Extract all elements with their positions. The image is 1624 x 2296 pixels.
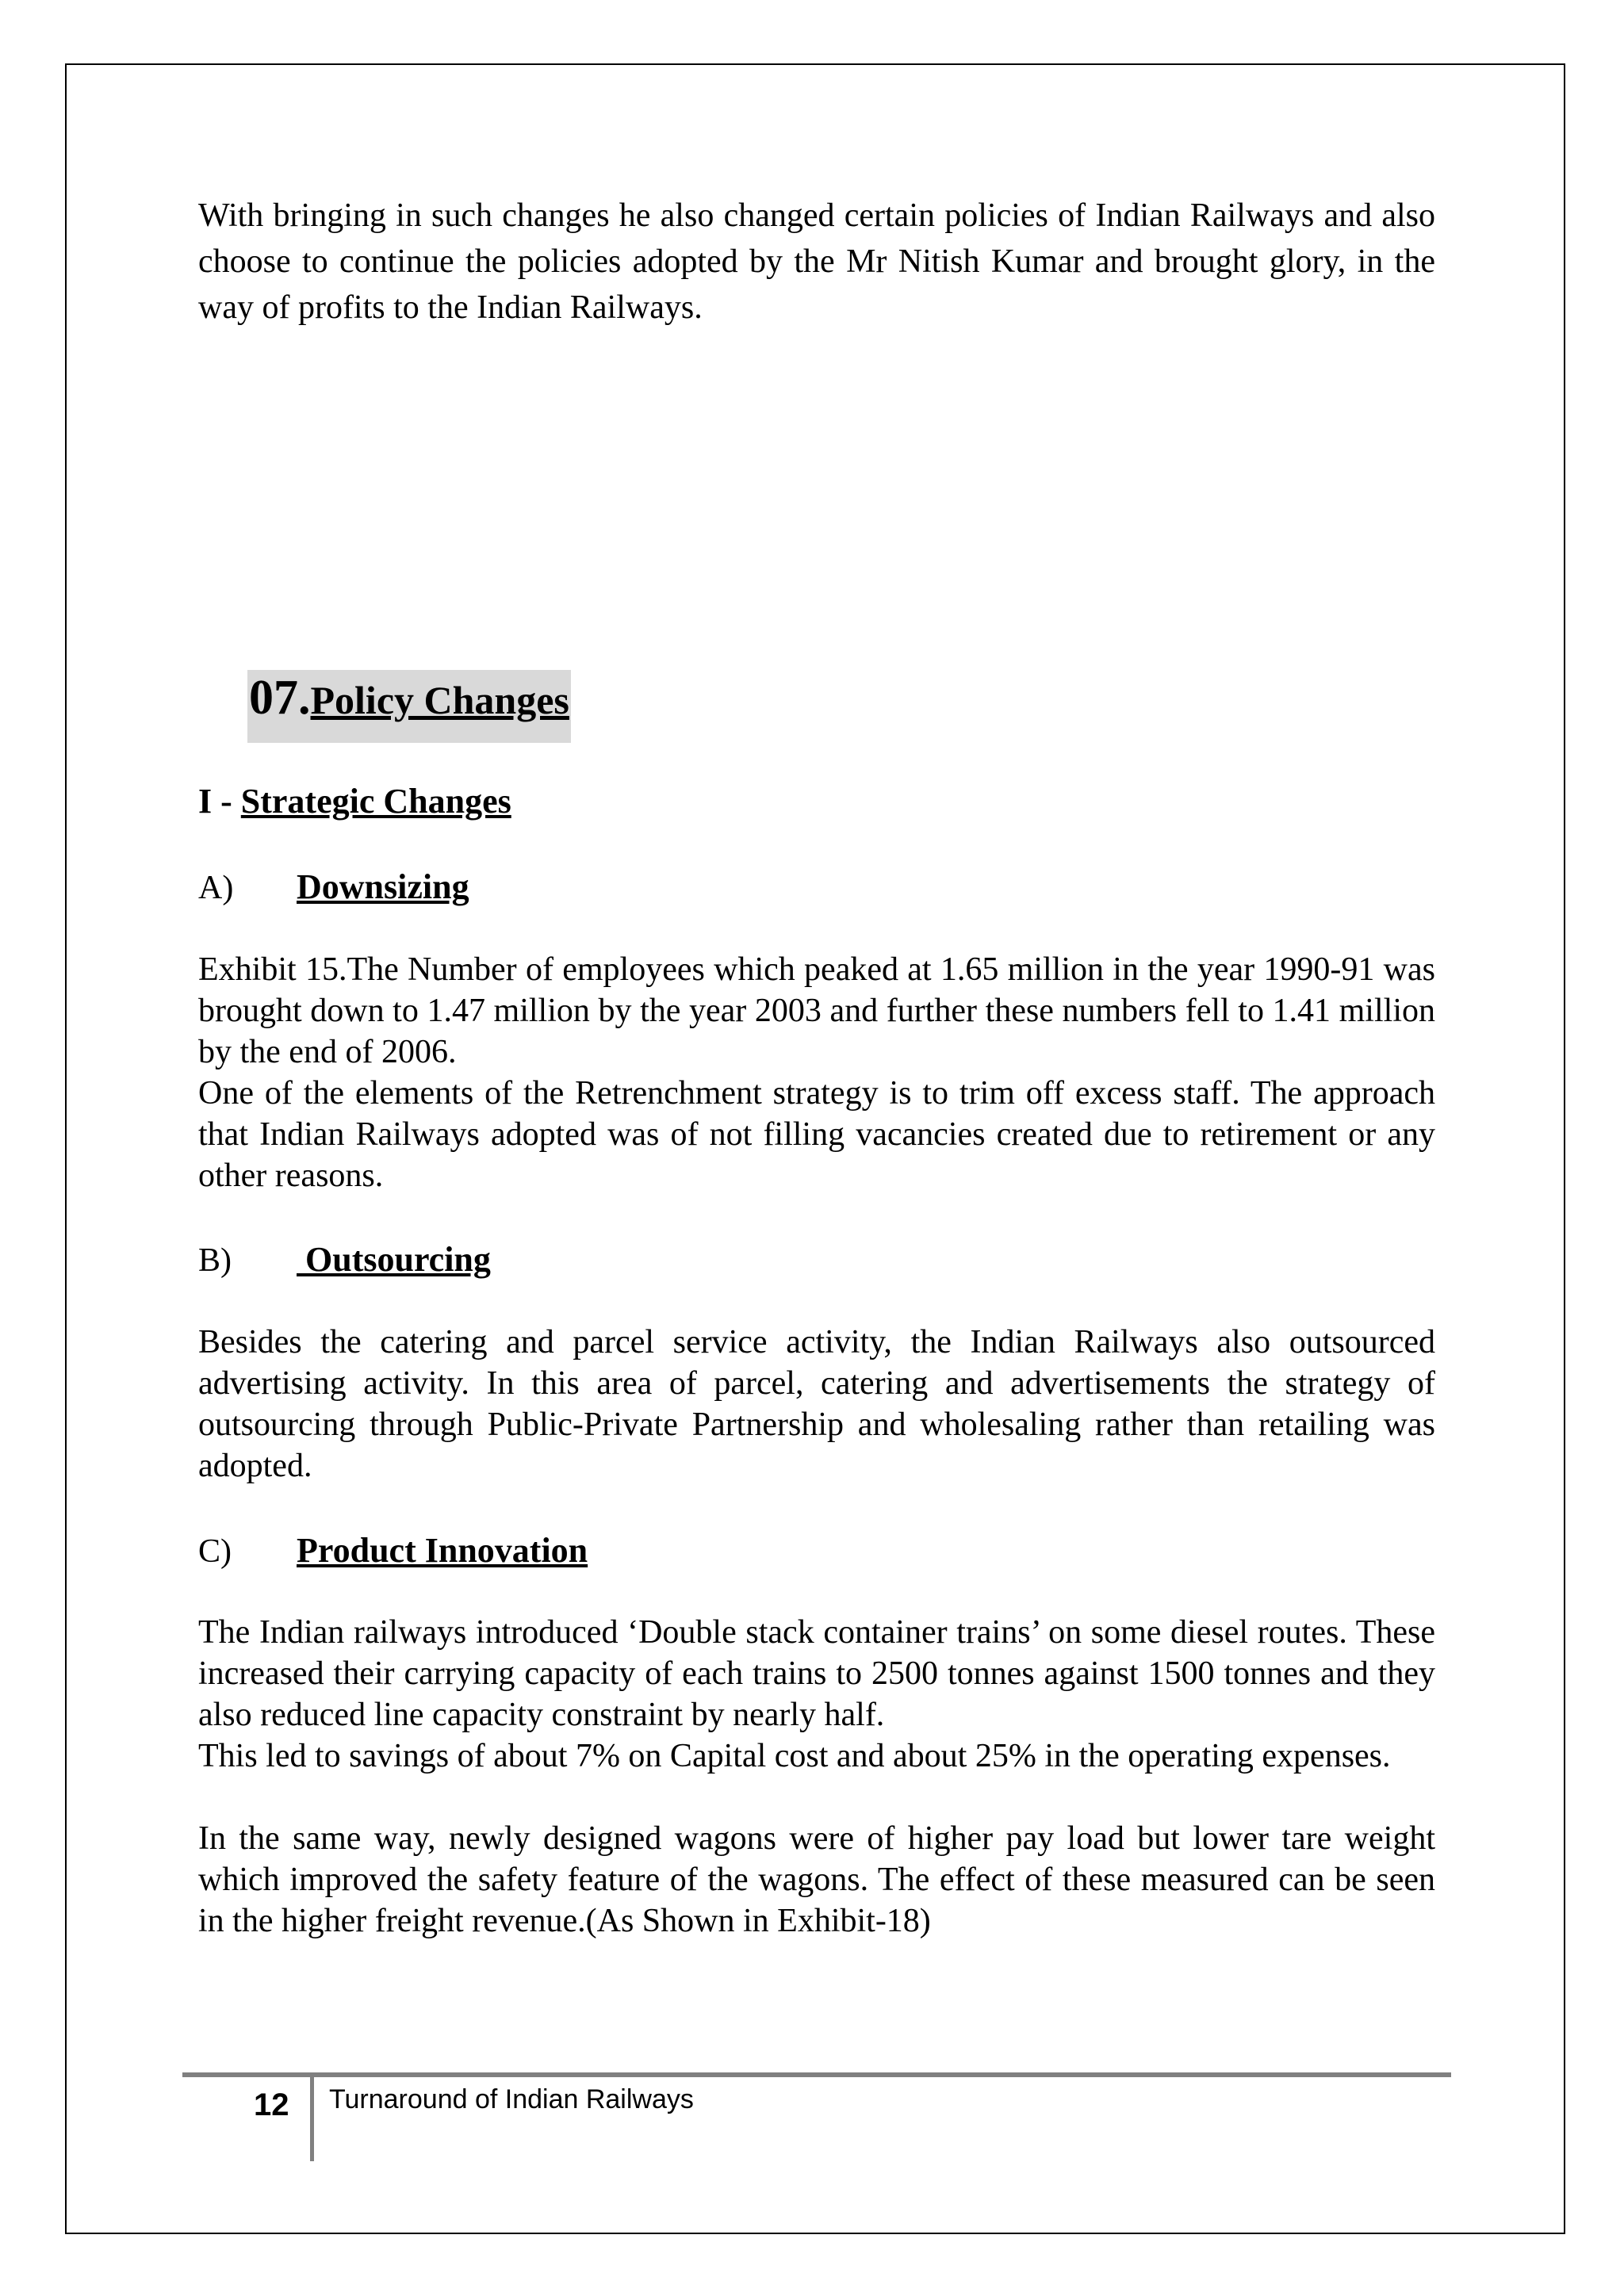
product-innovation-body [198, 1612, 1435, 1942]
footer-rule [182, 2072, 1451, 2077]
subsection-heading [198, 779, 511, 825]
page-number: 12 [254, 2087, 289, 2122]
section-title: Policy Changes [310, 678, 569, 722]
product-innovation-paragraph-2: This led to savings of about 7% on Capital cost and about 25% in the operating expenses. [198, 1738, 1391, 1774]
downsizing-body [198, 949, 1435, 1196]
footer-document-title: Turnaround of Indian Railways [329, 2084, 694, 2114]
item-title: Outsourcing [297, 1240, 491, 1279]
item-heading-outsourcing [198, 1237, 491, 1284]
item-letter: B) [198, 1242, 232, 1279]
subsection-prefix: I - [198, 782, 241, 821]
product-innovation-paragraph-3: In the same way, newly designed wagons were of higher pay load but lower tare weight which improved the safety feature of the wagons. The effect of these measured can be seen in the higher freight revenue.(As Shown in Exhibit-18) [198, 1820, 1435, 1939]
item-letter: C) [198, 1533, 232, 1570]
section-number: 07. [249, 671, 311, 725]
item-heading-downsizing [198, 864, 469, 911]
downsizing-paragraph-2: One of the elements of the Retrenchment strategy is to trim off excess staff. The approach that Indian Railways adopted was of not filling vacancies created due to retirement or any other reasons. [198, 1075, 1435, 1194]
product-innovation-paragraph-1: The Indian railways introduced ‘Double stack container trains’ on some diesel routes. These increased their carrying capacity of each trains to 2500 tonnes against 1500 tonnes and they also reduced line capacity constraint by nearly half. [198, 1614, 1435, 1733]
downsizing-paragraph-1: Exhibit 15.The Number of employees which peaked at 1.65 million in the year 1990-91 was brought down to 1.47 million by the year 2003 and further these numbers fell to 1.41 million by the end of 2006. [198, 951, 1435, 1070]
footer-divider [310, 2077, 314, 2161]
item-letter: A) [198, 870, 234, 906]
section-heading [247, 670, 571, 743]
item-heading-product-innovation [198, 1528, 588, 1575]
item-title: Product Innovation [297, 1531, 588, 1570]
outsourcing-paragraph: Besides the catering and parcel service activity, the Indian Railways also outsourced advertising activity. In this area of parcel, catering and advertisements the strategy of outsourcing through Public-Private Partnership and wholesaling rather than retailing was adopted. [198, 1324, 1435, 1484]
item-title: Downsizing [297, 867, 469, 906]
outsourcing-body [198, 1322, 1435, 1487]
intro-paragraph: With bringing in such changes he also changed certain policies of Indian Railways and also choose to continue the policies adopted by the Mr Nitish Kumar and brought glory, in the way of profits to the Indian Railways. [198, 197, 1435, 326]
subsection-title: Strategic Changes [240, 782, 511, 821]
intro-block [198, 193, 1435, 331]
